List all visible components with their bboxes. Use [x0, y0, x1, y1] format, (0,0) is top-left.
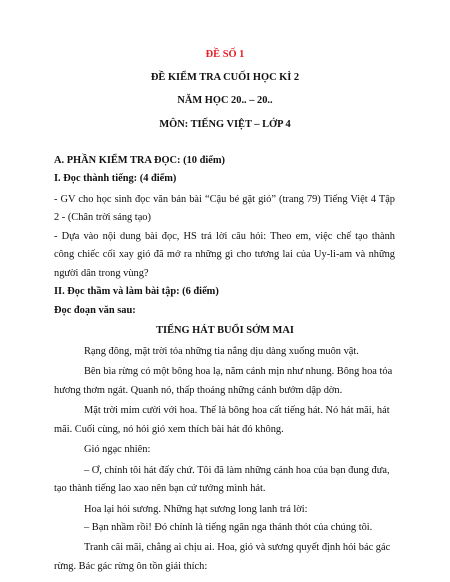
passage-title: TIẾNG HÁT BUỔI SỚM MAI — [156, 325, 294, 337]
reading-instruction: Đọc đoạn văn sau: — [54, 305, 136, 316]
passage-line: Rạng đông, mặt trời tỏa những tia nắng dịu dàng xuống muôn vật. — [84, 345, 359, 357]
part1-line: - Dựa vào nội dung bài đọc, HS trả lời câu hỏi: Theo em, việc chế tạo thành — [54, 230, 395, 242]
passage-line: Gió ngạc nhiên: — [84, 444, 151, 456]
passage-line: Hoa lại hỏi sương. Những hạt sương long lanh trả lời: — [84, 503, 308, 515]
part1-line: người dân trong vùng? — [54, 267, 149, 279]
passage-line: rừng. Bác gác rừng ôn tồn giải thích: — [54, 561, 208, 572]
passage-line: – Ơ, chính tôi hát đấy chứ. Tôi đã làm những cánh hoa của bạn đung đưa, — [84, 464, 390, 476]
exam-title: ĐỀ KIỂM TRA CUỐI HỌC KÌ 2 — [150, 72, 300, 84]
subject-line: MÔN: TIẾNG VIỆT – LỚP 4 — [159, 118, 291, 130]
passage-line: – Bạn nhầm rồi! Đó chính là tiếng ngân nga thánh thót của chúng tôi. — [84, 522, 373, 533]
passage-line: Bên bìa rừng có một bông hoa lạ, năm cánh mịn như nhung. Bông hoa tỏa — [84, 366, 393, 378]
part1-line: công chiếc cối xay gió đã mở ra những gì cho tương lai của Uy-li-am và những — [54, 249, 395, 261]
section-a-heading: A. PHẦN KIỂM TRA ĐỌC: (10 điểm) — [54, 154, 225, 166]
part1-heading: I. Đọc thành tiếng: (4 điểm) — [54, 173, 177, 185]
passage-line: hương thơm ngát. Quanh nó, thấp thoáng những cánh bướm dập dờn. — [54, 384, 343, 396]
passage-line: Tranh cãi mãi, chẳng ai chịu ai. Hoa, gió và sương quyết định hỏi bác gác — [84, 542, 391, 554]
school-year: NĂM HỌC 20.. – 20.. — [177, 95, 273, 107]
passage-line: mãi. Cuối cùng, nó hỏi gió xem thích bài hát đó không. — [54, 423, 284, 435]
part1-line: 2 - (Chân trời sáng tạo) — [54, 212, 151, 224]
part1-line: - GV cho học sinh đọc văn bản bài “Cậu bé gặt gió” (trang 79) Tiếng Việt 4 Tập — [54, 193, 395, 205]
passage-line: Mặt trời mỉm cười với hoa. Thế là bông hoa cất tiếng hát. Nó hát mãi, hát — [84, 405, 390, 417]
part2-heading: II. Đọc thầm và làm bài tập: (6 điểm) — [54, 286, 219, 298]
passage-line: tạo thành tiếng lao xao nên bạn cứ tưởng mình hát. — [54, 483, 266, 495]
exam-number: ĐỀ SỐ 1 — [205, 49, 245, 60]
